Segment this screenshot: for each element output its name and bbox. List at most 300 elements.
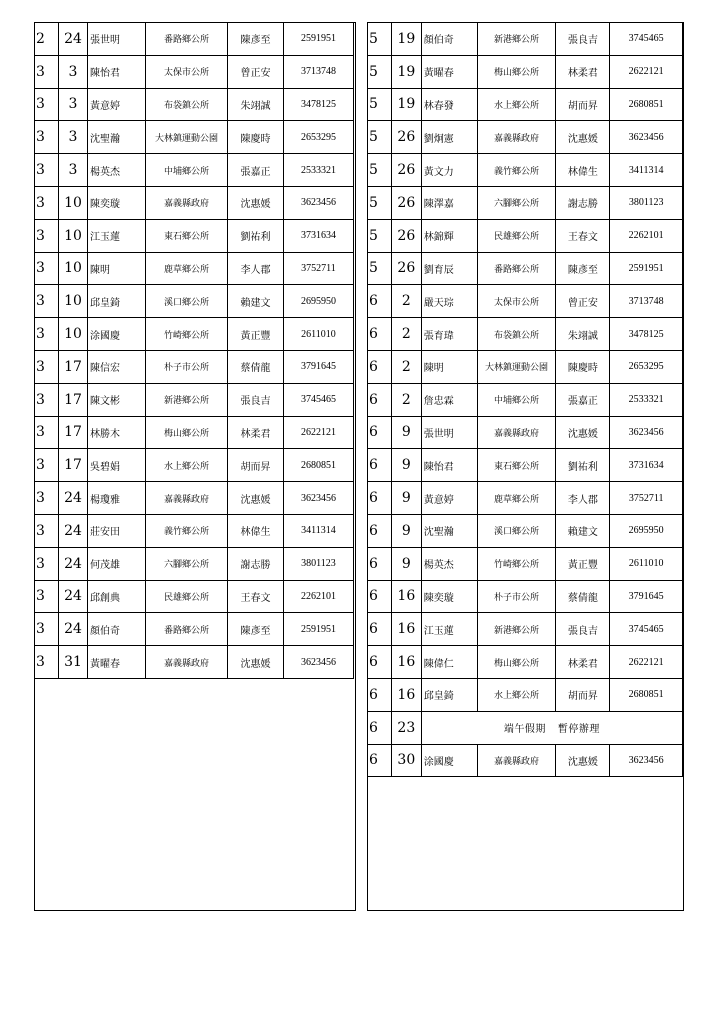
- phone-cell: 2591951: [284, 613, 354, 646]
- contact-cell: 蔡倩龍: [556, 580, 610, 613]
- day-cell: 24: [59, 613, 88, 646]
- month-cell: 5: [368, 219, 392, 252]
- schedule-row: [35, 613, 354, 646]
- office-cell: 新港鄉公所: [477, 23, 556, 56]
- day-cell: 10: [59, 318, 88, 351]
- month-cell: 6: [368, 744, 392, 777]
- day-cell: 9: [391, 416, 421, 449]
- contact-cell: 胡而昇: [556, 88, 610, 121]
- contact-cell: 蔡倩龍: [228, 350, 284, 383]
- office-cell: 嘉義縣政府: [146, 482, 228, 515]
- day-cell: 31: [59, 646, 88, 679]
- phone-cell: 2653295: [284, 121, 354, 154]
- name-cell: 沈聖瀚: [88, 121, 146, 154]
- phone-cell: 2680851: [610, 678, 683, 711]
- name-cell: 張育瑋: [421, 318, 477, 351]
- name-cell: 詹忠霖: [421, 383, 477, 416]
- contact-cell: 朱翊誠: [556, 318, 610, 351]
- schedule-row: [368, 482, 683, 515]
- phone-cell: 2533321: [610, 383, 683, 416]
- month-cell: 3: [35, 383, 59, 416]
- phone-cell: 2262101: [610, 219, 683, 252]
- contact-cell: 李人郡: [556, 482, 610, 515]
- contact-cell: 林偉生: [228, 514, 284, 547]
- contact-cell: 朱翊誠: [228, 88, 284, 121]
- contact-cell: 沈惠媛: [228, 646, 284, 679]
- month-cell: 6: [368, 482, 392, 515]
- schedule-row: [368, 580, 683, 613]
- phone-cell: 2611010: [284, 318, 354, 351]
- month-cell: 3: [35, 121, 59, 154]
- month-cell: 3: [35, 318, 59, 351]
- phone-cell: 3731634: [284, 219, 354, 252]
- office-cell: 水上鄉公所: [477, 678, 556, 711]
- phone-cell: 3731634: [610, 449, 683, 482]
- schedule-row: [35, 219, 354, 252]
- month-cell: 3: [35, 55, 59, 88]
- contact-cell: 謝志勝: [556, 186, 610, 219]
- schedule-row: [35, 547, 354, 580]
- month-cell: 3: [35, 285, 59, 318]
- contact-cell: 謝志勝: [228, 547, 284, 580]
- contact-cell: 賴建文: [228, 285, 284, 318]
- day-cell: 2: [391, 318, 421, 351]
- day-cell: 10: [59, 285, 88, 318]
- schedule-row: [368, 678, 683, 711]
- name-cell: 江玉蓮: [421, 613, 477, 646]
- office-cell: 梅山鄉公所: [477, 646, 556, 679]
- office-cell: 嘉義縣政府: [477, 121, 556, 154]
- contact-cell: 賴建文: [556, 514, 610, 547]
- contact-cell: 陳彥至: [228, 613, 284, 646]
- contact-cell: 張嘉正: [556, 383, 610, 416]
- name-cell: 莊安田: [88, 514, 146, 547]
- name-cell: 陳明: [421, 350, 477, 383]
- month-cell: 3: [35, 88, 59, 121]
- month-cell: 3: [35, 252, 59, 285]
- name-cell: 何茂雄: [88, 547, 146, 580]
- name-cell: 陳奕璇: [421, 580, 477, 613]
- office-cell: 朴子市公所: [477, 580, 556, 613]
- office-cell: 嘉義縣政府: [477, 744, 556, 777]
- phone-cell: 3623456: [610, 416, 683, 449]
- schedule-row: [368, 449, 683, 482]
- contact-cell: 陳彥至: [556, 252, 610, 285]
- phone-cell: 2262101: [284, 580, 354, 613]
- schedule-row: [368, 613, 683, 646]
- schedule-row: [368, 383, 683, 416]
- phone-cell: 2622121: [610, 646, 683, 679]
- holiday-label: 端午假期: [503, 724, 546, 736]
- name-cell: 黃意婷: [88, 88, 146, 121]
- office-cell: 六腳鄉公所: [146, 547, 228, 580]
- month-cell: 3: [35, 580, 59, 613]
- day-cell: 26: [391, 186, 421, 219]
- schedule-row: [368, 416, 683, 449]
- month-cell: 6: [368, 350, 392, 383]
- schedule-row: [35, 416, 354, 449]
- name-cell: 陳文彬: [88, 383, 146, 416]
- month-cell: 5: [368, 252, 392, 285]
- name-cell: 陳信宏: [88, 350, 146, 383]
- office-cell: 大林鎮運動公園: [146, 121, 228, 154]
- contact-cell: 劉祐利: [556, 449, 610, 482]
- office-cell: 番路鄉公所: [146, 23, 228, 56]
- day-cell: 10: [59, 219, 88, 252]
- schedule-row: [35, 285, 354, 318]
- phone-cell: 3411314: [610, 154, 683, 187]
- day-cell: 24: [59, 23, 88, 56]
- name-cell: 顏伯奇: [421, 23, 477, 56]
- name-cell: 黃曜春: [421, 55, 477, 88]
- schedule-row: [35, 88, 354, 121]
- schedule-row: [368, 547, 683, 580]
- schedule-row: [368, 744, 683, 777]
- schedule-row: [368, 121, 683, 154]
- name-cell: 沈聖瀚: [421, 514, 477, 547]
- name-cell: 劉育辰: [421, 252, 477, 285]
- month-cell: 3: [35, 449, 59, 482]
- contact-cell: 沈惠媛: [556, 744, 610, 777]
- name-cell: 陳怡君: [421, 449, 477, 482]
- phone-cell: 3478125: [610, 318, 683, 351]
- month-cell: 3: [35, 416, 59, 449]
- contact-cell: 王春文: [228, 580, 284, 613]
- day-cell: 16: [391, 613, 421, 646]
- schedule-row: [35, 186, 354, 219]
- phone-cell: 3411314: [284, 514, 354, 547]
- schedule-row: [35, 154, 354, 187]
- name-cell: 陳偉仁: [421, 646, 477, 679]
- schedule-row: [368, 514, 683, 547]
- holiday-note: 暫停辦理: [557, 724, 600, 736]
- contact-cell: 張良吉: [556, 613, 610, 646]
- holiday-cell: [421, 711, 682, 744]
- month-cell: 3: [35, 613, 59, 646]
- day-cell: 19: [391, 23, 421, 56]
- name-cell: 劉炯憲: [421, 121, 477, 154]
- office-cell: 竹崎鄉公所: [146, 318, 228, 351]
- office-cell: 六腳鄉公所: [477, 186, 556, 219]
- day-cell: 9: [391, 547, 421, 580]
- office-cell: 番路鄉公所: [477, 252, 556, 285]
- day-cell: 19: [391, 55, 421, 88]
- phone-cell: 2695950: [284, 285, 354, 318]
- month-cell: 3: [35, 154, 59, 187]
- month-cell: 3: [35, 219, 59, 252]
- month-cell: 3: [35, 646, 59, 679]
- contact-cell: 曾正安: [556, 285, 610, 318]
- contact-cell: 沈惠媛: [228, 482, 284, 515]
- month-cell: 6: [368, 416, 392, 449]
- day-cell: 3: [59, 88, 88, 121]
- name-cell: 林錦輝: [421, 219, 477, 252]
- phone-cell: 3791645: [610, 580, 683, 613]
- name-cell: 邱皇錡: [421, 678, 477, 711]
- phone-cell: 2680851: [284, 449, 354, 482]
- phone-cell: 2622121: [284, 416, 354, 449]
- day-cell: 24: [59, 514, 88, 547]
- office-cell: 太保市公所: [477, 285, 556, 318]
- month-cell: 5: [368, 55, 392, 88]
- schedule-row: [35, 121, 354, 154]
- phone-cell: 3713748: [610, 285, 683, 318]
- phone-cell: 3791645: [284, 350, 354, 383]
- month-cell: 6: [368, 646, 392, 679]
- name-cell: 張世明: [421, 416, 477, 449]
- schedule-row: [35, 580, 354, 613]
- schedule-row: [368, 55, 683, 88]
- contact-cell: 林柔君: [556, 55, 610, 88]
- contact-cell: 沈惠媛: [556, 416, 610, 449]
- name-cell: 黃意婷: [421, 482, 477, 515]
- contact-cell: 張良吉: [228, 383, 284, 416]
- phone-cell: 3801123: [610, 186, 683, 219]
- name-cell: 楊英杰: [88, 154, 146, 187]
- month-cell: 5: [368, 88, 392, 121]
- name-cell: 陳奕璇: [88, 186, 146, 219]
- contact-cell: 林偉生: [556, 154, 610, 187]
- day-cell: 3: [59, 154, 88, 187]
- month-cell: 6: [368, 547, 392, 580]
- name-cell: 陳明: [88, 252, 146, 285]
- month-cell: 3: [35, 350, 59, 383]
- office-cell: 水上鄉公所: [477, 88, 556, 121]
- office-cell: 中埔鄉公所: [146, 154, 228, 187]
- phone-cell: 2622121: [610, 55, 683, 88]
- phone-cell: 3623456: [284, 646, 354, 679]
- office-cell: 溪口鄉公所: [477, 514, 556, 547]
- office-cell: 朴子市公所: [146, 350, 228, 383]
- name-cell: 陳怡君: [88, 55, 146, 88]
- schedule-row: [35, 646, 354, 679]
- phone-cell: 2695950: [610, 514, 683, 547]
- contact-cell: 林柔君: [228, 416, 284, 449]
- month-cell: 6: [368, 449, 392, 482]
- month-cell: 6: [368, 285, 392, 318]
- day-cell: 19: [391, 88, 421, 121]
- name-cell: 吳碧娟: [88, 449, 146, 482]
- contact-cell: 陳慶時: [228, 121, 284, 154]
- day-cell: 16: [391, 646, 421, 679]
- schedule-row: [368, 154, 683, 187]
- office-cell: 竹崎鄉公所: [477, 547, 556, 580]
- day-cell: 2: [391, 383, 421, 416]
- name-cell: 涂國慶: [421, 744, 477, 777]
- schedule-row: [35, 23, 354, 56]
- day-cell: 16: [391, 580, 421, 613]
- month-cell: 5: [368, 154, 392, 187]
- contact-cell: 劉祐利: [228, 219, 284, 252]
- name-cell: 嚴天琮: [421, 285, 477, 318]
- day-cell: 17: [59, 449, 88, 482]
- schedule-row: [368, 350, 683, 383]
- right-schedule-table: [367, 22, 683, 777]
- name-cell: 邱創典: [88, 580, 146, 613]
- phone-cell: 3623456: [284, 482, 354, 515]
- day-cell: 26: [391, 121, 421, 154]
- day-cell: 9: [391, 449, 421, 482]
- month-cell: 6: [368, 678, 392, 711]
- contact-cell: 胡而昇: [556, 678, 610, 711]
- schedule-row: [35, 318, 354, 351]
- month-cell: 6: [368, 580, 392, 613]
- name-cell: 黃文力: [421, 154, 477, 187]
- day-cell: 16: [391, 678, 421, 711]
- office-cell: 鹿草鄉公所: [477, 482, 556, 515]
- phone-cell: 2591951: [284, 23, 354, 56]
- phone-cell: 2591951: [610, 252, 683, 285]
- day-cell: 10: [59, 186, 88, 219]
- day-cell: 17: [59, 350, 88, 383]
- phone-cell: 3623456: [610, 121, 683, 154]
- office-cell: 新港鄉公所: [477, 613, 556, 646]
- contact-cell: 張良吉: [556, 23, 610, 56]
- schedule-row: [35, 252, 354, 285]
- month-cell: 3: [35, 547, 59, 580]
- day-cell: 2: [391, 285, 421, 318]
- schedule-row: [35, 383, 354, 416]
- schedule-row: [35, 514, 354, 547]
- month-cell: 5: [368, 186, 392, 219]
- office-cell: 水上鄉公所: [146, 449, 228, 482]
- contact-cell: 黃正豐: [228, 318, 284, 351]
- office-cell: 大林鎮運動公園: [477, 350, 556, 383]
- schedule-row: [368, 186, 683, 219]
- name-cell: 涂國慶: [88, 318, 146, 351]
- office-cell: 嘉義縣政府: [146, 186, 228, 219]
- day-cell: 2: [391, 350, 421, 383]
- day-cell: 24: [59, 580, 88, 613]
- office-cell: 東石鄉公所: [146, 219, 228, 252]
- office-cell: 梅山鄉公所: [477, 55, 556, 88]
- month-cell: 3: [35, 482, 59, 515]
- contact-cell: 黃正豐: [556, 547, 610, 580]
- contact-cell: 陳彥至: [228, 23, 284, 56]
- office-cell: 中埔鄉公所: [477, 383, 556, 416]
- schedule-row: [35, 449, 354, 482]
- month-cell: 6: [368, 711, 392, 744]
- name-cell: 顏伯奇: [88, 613, 146, 646]
- schedule-row: [368, 318, 683, 351]
- day-cell: 26: [391, 219, 421, 252]
- month-cell: 3: [35, 186, 59, 219]
- office-cell: 鹿草鄉公所: [146, 252, 228, 285]
- schedule-row: [368, 88, 683, 121]
- day-cell: 9: [391, 514, 421, 547]
- contact-cell: 沈惠媛: [556, 121, 610, 154]
- schedule-row: [35, 55, 354, 88]
- office-cell: 梅山鄉公所: [146, 416, 228, 449]
- name-cell: 張世明: [88, 23, 146, 56]
- phone-cell: 3745465: [284, 383, 354, 416]
- contact-cell: 胡而昇: [228, 449, 284, 482]
- month-cell: 3: [35, 514, 59, 547]
- month-cell: 6: [368, 514, 392, 547]
- schedule-row: [368, 285, 683, 318]
- phone-cell: 2680851: [610, 88, 683, 121]
- name-cell: 楊瓊雅: [88, 482, 146, 515]
- schedule-row: [368, 711, 683, 744]
- phone-cell: 3713748: [284, 55, 354, 88]
- left-schedule-table: [34, 22, 354, 679]
- office-cell: 義竹鄉公所: [146, 514, 228, 547]
- office-cell: 義竹鄉公所: [477, 154, 556, 187]
- phone-cell: 3478125: [284, 88, 354, 121]
- office-cell: 東石鄉公所: [477, 449, 556, 482]
- phone-cell: 3623456: [284, 186, 354, 219]
- phone-cell: 2653295: [610, 350, 683, 383]
- name-cell: 林春發: [421, 88, 477, 121]
- month-cell: 5: [368, 121, 392, 154]
- month-cell: 5: [368, 23, 392, 56]
- phone-cell: 3752711: [284, 252, 354, 285]
- phone-cell: 3801123: [284, 547, 354, 580]
- day-cell: 23: [391, 711, 421, 744]
- office-cell: 嘉義縣政府: [477, 416, 556, 449]
- office-cell: 太保市公所: [146, 55, 228, 88]
- day-cell: 26: [391, 154, 421, 187]
- name-cell: 邱皇錡: [88, 285, 146, 318]
- day-cell: 3: [59, 121, 88, 154]
- name-cell: 陳澤嘉: [421, 186, 477, 219]
- day-cell: 17: [59, 416, 88, 449]
- contact-cell: 李人郡: [228, 252, 284, 285]
- month-cell: 6: [368, 383, 392, 416]
- name-cell: 江玉蓮: [88, 219, 146, 252]
- phone-cell: 3745465: [610, 23, 683, 56]
- contact-cell: 陳慶時: [556, 350, 610, 383]
- schedule-row: [35, 482, 354, 515]
- day-cell: 10: [59, 252, 88, 285]
- contact-cell: 林柔君: [556, 646, 610, 679]
- office-cell: 番路鄉公所: [146, 613, 228, 646]
- day-cell: 17: [59, 383, 88, 416]
- phone-cell: 2611010: [610, 547, 683, 580]
- office-cell: 嘉義縣政府: [146, 646, 228, 679]
- phone-cell: 3752711: [610, 482, 683, 515]
- office-cell: 民雄鄉公所: [146, 580, 228, 613]
- name-cell: 林勝木: [88, 416, 146, 449]
- schedule-row: [368, 23, 683, 56]
- contact-cell: 張嘉正: [228, 154, 284, 187]
- day-cell: 26: [391, 252, 421, 285]
- day-cell: 24: [59, 482, 88, 515]
- schedule-row: [368, 219, 683, 252]
- office-cell: 新港鄉公所: [146, 383, 228, 416]
- contact-cell: 沈惠媛: [228, 186, 284, 219]
- contact-cell: 王春文: [556, 219, 610, 252]
- month-cell: 6: [368, 318, 392, 351]
- day-cell: 3: [59, 55, 88, 88]
- office-cell: 布袋鎮公所: [146, 88, 228, 121]
- office-cell: 民雄鄉公所: [477, 219, 556, 252]
- name-cell: 楊英杰: [421, 547, 477, 580]
- day-cell: 30: [391, 744, 421, 777]
- contact-cell: 曾正安: [228, 55, 284, 88]
- month-cell: 6: [368, 613, 392, 646]
- day-cell: 24: [59, 547, 88, 580]
- schedule-row: [368, 646, 683, 679]
- left-schedule-panel: [34, 22, 356, 911]
- schedule-row: [35, 350, 354, 383]
- schedule-row: [368, 252, 683, 285]
- month-cell: 2: [35, 23, 59, 56]
- office-cell: 布袋鎮公所: [477, 318, 556, 351]
- phone-cell: 3745465: [610, 613, 683, 646]
- phone-cell: 3623456: [610, 744, 683, 777]
- day-cell: 9: [391, 482, 421, 515]
